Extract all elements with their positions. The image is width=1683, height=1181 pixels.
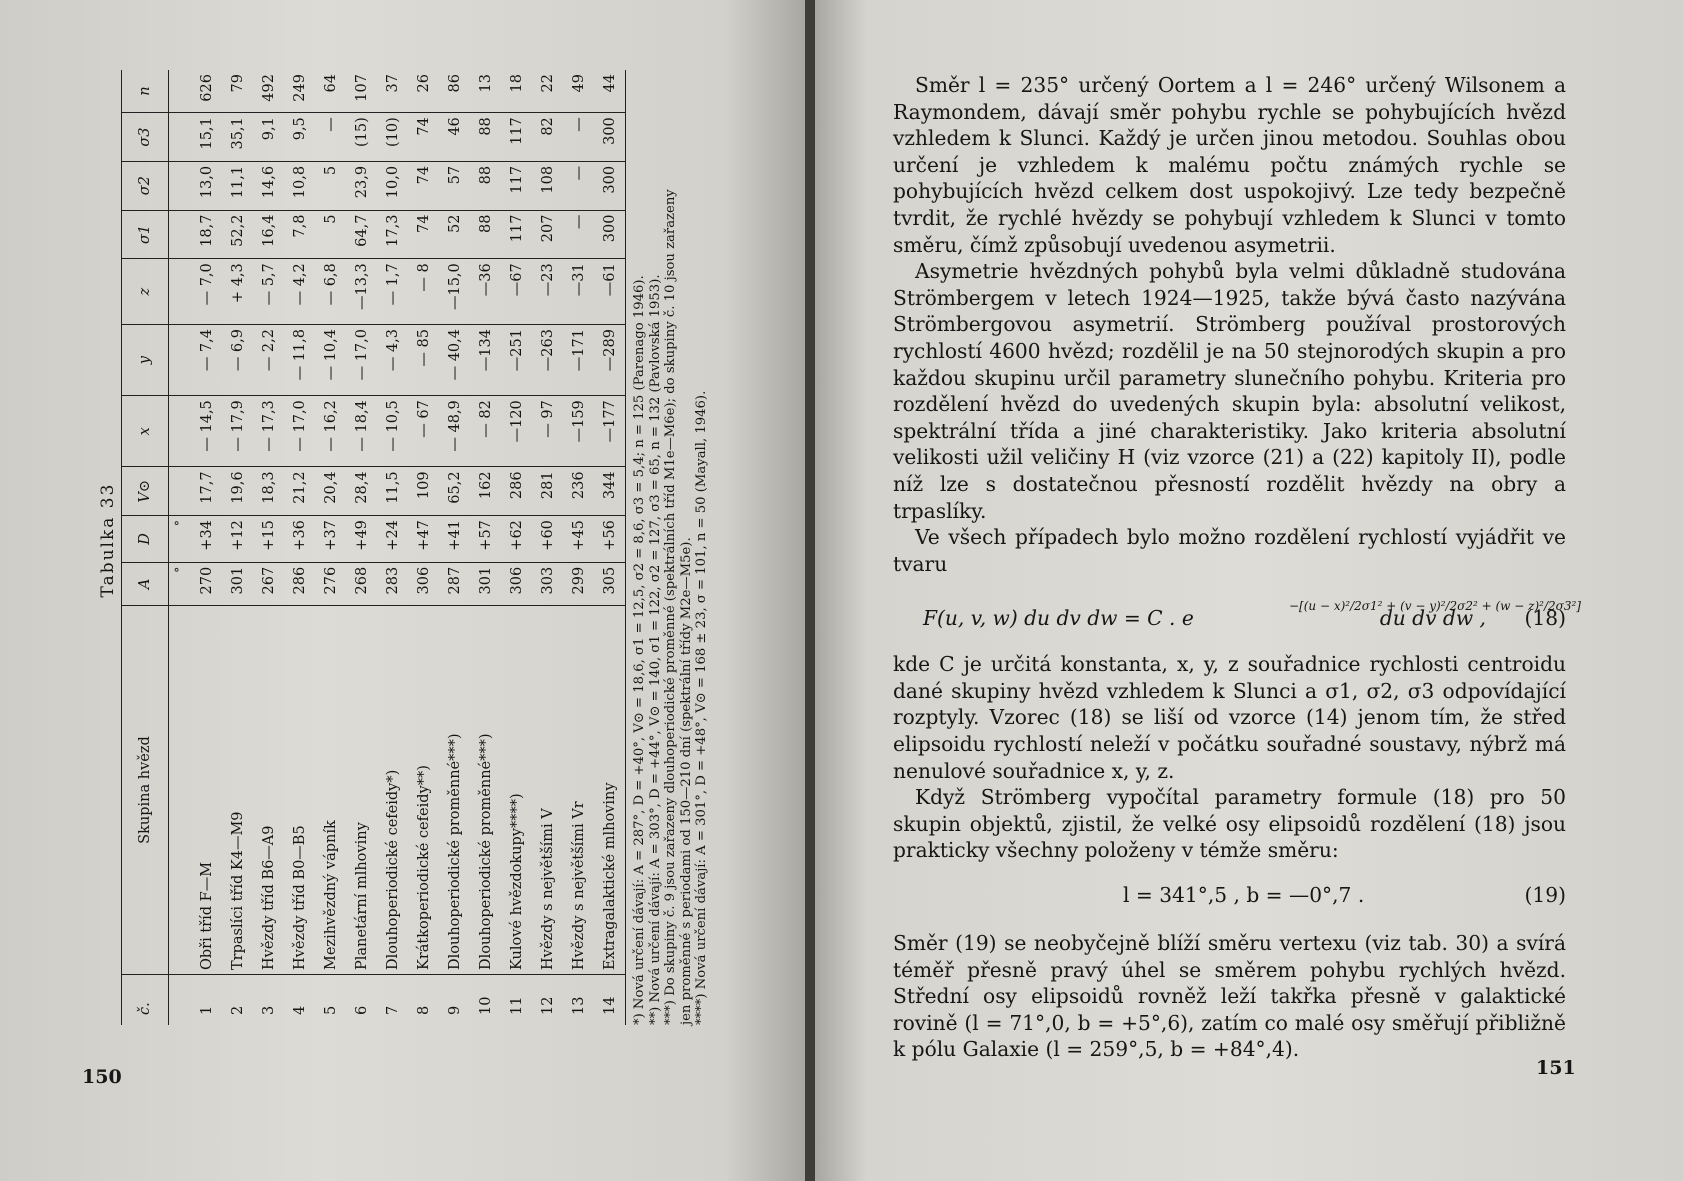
table-cell: 74 — [408, 161, 439, 210]
table-cell: 37 — [377, 70, 408, 113]
table-cell: —23 — [532, 259, 563, 325]
paragraph-4: kde C je určitá konstanta, x, y, z souřadnice rychlosti centroidu dané skupiny hvězd vzhledem k Slunci a σ1, σ2, σ3 odpovídající rozptyly. Vzorec (18) se liší od vzorce (14) jenom tím, že střed elipsoidu rychlostí neleží v počátku souřadné soustavy, nýbrž má nenulové souřadnice x, y, z. — [893, 652, 1566, 783]
table-cell: 5 — [322, 1005, 339, 1015]
table-cell: 9,5 — [284, 113, 315, 162]
unit-cell — [169, 606, 192, 975]
table-cell: — 14,5 — [191, 396, 222, 467]
table-cell: 301 — [222, 562, 253, 605]
table-cell: 11,1 — [222, 161, 253, 210]
table-cell: 300 — [594, 161, 626, 210]
table-cell: —13,3 — [346, 259, 377, 325]
table-cell: —67 — [501, 259, 532, 325]
table-cell: 107 — [346, 70, 377, 113]
table-cell: 20,4 — [315, 467, 346, 516]
table-row — [377, 70, 408, 1025]
equation-19-number: (19) — [1524, 883, 1566, 908]
table-cell: 7 — [384, 1005, 401, 1015]
unit-cell — [169, 70, 192, 113]
unit-cell — [169, 259, 192, 325]
table-cell: 276 — [315, 562, 346, 605]
table-cell: —177 — [594, 396, 626, 467]
page-number-left: 150 — [82, 1066, 122, 1088]
table-cell: — 10,4 — [315, 325, 346, 396]
column-header: σ3 — [122, 113, 169, 162]
table-cell: 65,2 — [439, 467, 470, 516]
footnote-line: jen proměnné s periodami od 150—210 dní (spektrální třídy M2e—M5e). — [678, 537, 694, 1025]
column-header: σ2 — [122, 161, 169, 210]
table-cell: 14,6 — [253, 161, 284, 210]
table-cell: — 16,2 — [315, 396, 346, 467]
footnote-line: *) Nová určení dávají: A = 287°, D = +40°, V⊙ = 18,6, σ1 = 12,5, σ2 = 8,6, σ3 = 5,4; n = 125 (Parenago 1946). — [632, 275, 647, 1025]
table-cell: — 97 — [532, 396, 563, 467]
table-cell: 88 — [470, 113, 501, 162]
unit-cell — [169, 113, 192, 162]
table-cell: — 18,4 — [346, 396, 377, 467]
table-cell: (10) — [377, 113, 408, 162]
table-cell: 162 — [470, 467, 501, 516]
table-cell: +36 — [284, 516, 315, 563]
table-cell: 52 — [439, 210, 470, 259]
table-row — [594, 70, 626, 1025]
table-cell: +45 — [563, 516, 594, 563]
column-header: n — [122, 70, 169, 113]
table-cell: 21,2 — [284, 467, 315, 516]
table-cell: 18 — [501, 70, 532, 113]
table-cell: +41 — [439, 516, 470, 563]
table-row — [222, 70, 253, 1025]
table-cell: 117 — [501, 210, 532, 259]
table-cell: —61 — [594, 259, 626, 325]
table-cell: +37 — [315, 516, 346, 563]
table-cell: Dlouhoperiodické proměnné***) — [470, 606, 501, 975]
table-cell: 281 — [532, 467, 563, 516]
table-row — [470, 70, 501, 1025]
table-cell: 299 — [563, 562, 594, 605]
table-cell: 267 — [253, 562, 284, 605]
table-row — [315, 70, 346, 1025]
table-cell: 26 — [408, 70, 439, 113]
column-header: A — [122, 562, 169, 605]
table-cell: 492 — [253, 70, 284, 113]
table-cell: 306 — [501, 562, 532, 605]
table-cell: 108 — [532, 161, 563, 210]
table-cell: 52,2 — [222, 210, 253, 259]
table-cell: 64 — [315, 70, 346, 113]
table-cell: 11,5 — [377, 467, 408, 516]
table-cell: 626 — [191, 70, 222, 113]
units-row — [169, 70, 192, 1025]
table-cell: 57 — [439, 161, 470, 210]
table-cell: 286 — [284, 562, 315, 605]
table-row — [532, 70, 563, 1025]
table-cell: 17,7 — [191, 467, 222, 516]
column-header: σ1 — [122, 210, 169, 259]
table-cell: Hvězdy s největšími V — [532, 606, 563, 975]
table-cell: +57 — [470, 516, 501, 563]
table-cell: — 8 — [408, 259, 439, 325]
unit-cell — [169, 210, 192, 259]
table-cell: +60 — [532, 516, 563, 563]
table-cell: 74 — [408, 210, 439, 259]
table-cell: 18,3 — [253, 467, 284, 516]
unit-cell — [169, 467, 192, 516]
table-cell: — 1,7 — [377, 259, 408, 325]
table-cell: 1 — [198, 1005, 215, 1015]
table-cell: —159 — [563, 396, 594, 467]
table-cell: — 7,0 — [191, 259, 222, 325]
page-number-right: 151 — [1536, 1057, 1576, 1079]
table-cell: 88 — [470, 210, 501, 259]
table-cell: 283 — [377, 562, 408, 605]
table-cell: Dlouhoperiodické cefeidy*) — [377, 606, 408, 975]
table-cell: 5 — [315, 210, 346, 259]
table-cell: —15,0 — [439, 259, 470, 325]
table-cell: 23,9 — [346, 161, 377, 210]
table-cell: 74 — [408, 113, 439, 162]
column-header: x — [122, 396, 169, 467]
table-cell: 117 — [501, 161, 532, 210]
table-cell: —251 — [501, 325, 532, 396]
table-cell: 88 — [470, 161, 501, 210]
paragraph-1: Směr l = 235° určený Oortem a l = 246° určený Wilsonem a Raymondem, dávají směr pohybu rychle se pohybujících hvězd vzhledem k Slunci. Každý je určen jinou metodou. Souhlas obou určení je vzhledem k malému počtu známých rychle se pohybujících hvězd celkem dost uspokojivý. Lze tedy bezpečně tvrdit, že rychlé hvězdy se pohybují vzhledem k Slunci v tomto směru, čímž způsobují uvedenou asymetrii. — [893, 73, 1566, 257]
column-header: y — [122, 325, 169, 396]
table-cell: — 17,0 — [346, 325, 377, 396]
table-cell: 11 — [508, 996, 525, 1015]
table-cell: 300 — [594, 113, 626, 162]
footnote-line: **) Nová určení dávají: A = 303°, D = +44°, V⊙ = 140, σ1 = 122, σ2 = 127, σ3 = 65, n = 132 (Pavlovská 1953). — [647, 274, 663, 1025]
table-cell: 109 — [408, 467, 439, 516]
table-cell: 117 — [501, 113, 532, 162]
table-cell: 236 — [563, 467, 594, 516]
rotated-table-block — [95, 70, 745, 1050]
table-cell: —171 — [563, 325, 594, 396]
table-cell: 44 — [594, 70, 626, 113]
column-header: z — [122, 259, 169, 325]
left-page — [0, 0, 805, 1181]
table-cell: — 7,4 — [191, 325, 222, 396]
table-cell: 13 — [470, 70, 501, 113]
table-cell: Planetární mlhoviny — [346, 606, 377, 975]
table-cell: 9 — [446, 1005, 463, 1015]
table-cell: — 67 — [408, 396, 439, 467]
formula-18 — [893, 593, 1581, 645]
table-cell: (15) — [346, 113, 377, 162]
table-body — [169, 70, 626, 1025]
table-cell: 10,0 — [377, 161, 408, 210]
table-cell: —134 — [470, 325, 501, 396]
table-cell: — 48,9 — [439, 396, 470, 467]
table-cell: — 4,2 — [284, 259, 315, 325]
unit-cell: ° — [169, 516, 192, 563]
table-cell: 79 — [222, 70, 253, 113]
table-cell: 19,6 — [222, 467, 253, 516]
table-cell: — 82 — [470, 396, 501, 467]
table-cell: — 17,0 — [284, 396, 315, 467]
table-cell: 86 — [439, 70, 470, 113]
equation-19 — [893, 872, 1566, 918]
table-cell: Mezihvězdný vápník — [315, 606, 346, 975]
table-cell: 270 — [191, 562, 222, 605]
table-row — [563, 70, 594, 1025]
unit-cell: ° — [169, 562, 192, 605]
table-cell: —289 — [594, 325, 626, 396]
table-row — [439, 70, 470, 1025]
table-cell: 82 — [532, 113, 563, 162]
table-cell: —120 — [501, 396, 532, 467]
table-cell: — 85 — [408, 325, 439, 396]
table-cell: — 4,3 — [377, 325, 408, 396]
table-cell: 5 — [315, 161, 346, 210]
table-row — [253, 70, 284, 1025]
table-cell: 22 — [532, 70, 563, 113]
paragraph-3: Ve všech případech bylo možno rozdělení rychlostí vyjádřit ve tvaru — [893, 525, 1566, 576]
formula-18-number: (18) — [1524, 606, 1566, 631]
table-cell: 9,1 — [253, 113, 284, 162]
table-row — [284, 70, 315, 1025]
unit-cell — [169, 161, 192, 210]
paragraph-2: Asymetrie hvězdných pohybů byla velmi důkladně studována Strömbergem v letech 1924—1925, takže bývá často nazývána Strömbergovou asymetrií. Strömberg používal prostorových rychlostí 4600 hvězd; rozdělil je na 50 stejnorodých skupin a pro každou skupinu určil parametry slunečního pohybu. Kriteria pro rozdělení hvězd do uvedených skupin byla: absolutní velikost, spektrální třída a jiné charakteristiky. Jako kriteria absolutní velikosti užil veličiny H (viz vzorce (21) a (22) kapitoly II), podle níž lze s dostatečnou přesností rozdělit hvězdy na obry a trpaslíky. — [893, 259, 1566, 523]
table-cell: 249 — [284, 70, 315, 113]
table-cell: —31 — [563, 259, 594, 325]
table-cell: 303 — [532, 562, 563, 605]
table-cell: 268 — [346, 562, 377, 605]
table-cell: Hvězdy tříd B0—B5 — [284, 606, 315, 975]
unit-cell — [169, 396, 192, 467]
table-cell: 28,4 — [346, 467, 377, 516]
column-header: č. — [137, 1002, 153, 1015]
table-cell: 344 — [594, 467, 626, 516]
table-cell: — 11,8 — [284, 325, 315, 396]
table-cell: +47 — [408, 516, 439, 563]
table-cell: 18,7 — [191, 210, 222, 259]
table-cell: — 10,5 — [377, 396, 408, 467]
table-cell: +24 — [377, 516, 408, 563]
table-cell: +56 — [594, 516, 626, 563]
table-cell: 13,0 — [191, 161, 222, 210]
table-cell: 64,7 — [346, 210, 377, 259]
table-cell: — 6,8 — [315, 259, 346, 325]
formula-18-exponent: −[(u − x)²/2σ1² + (v − y)²/2σ2² + (w − z)²/2σ3²] — [1289, 599, 1581, 614]
table-cell: Dlouhoperiodické proměnné***) — [439, 606, 470, 975]
table-cell: +62 — [501, 516, 532, 563]
table-cell: + 4,3 — [222, 259, 253, 325]
table-cell: — 40,4 — [439, 325, 470, 396]
table-cell: Krátkoperiodické cefeidy**) — [408, 606, 439, 975]
table-cell: Kulové hvězdokupy****) — [501, 606, 532, 975]
formula-18-main: F(u, v, w) du dv dw = C . e du dv dw , — [923, 606, 1486, 631]
table-cell: +12 — [222, 516, 253, 563]
table-cell: 49 — [563, 70, 594, 113]
table-cell: 10 — [477, 996, 494, 1015]
table-cell: Obři tříd F—M — [191, 606, 222, 975]
table-footnotes — [632, 70, 710, 1025]
table-cell: — — [563, 210, 594, 259]
table-cell: 287 — [439, 562, 470, 605]
unit-cell — [169, 975, 192, 1026]
table-cell: +15 — [253, 516, 284, 563]
table-cell: Trpaslíci tříd K4—M9 — [222, 606, 253, 975]
table-cell: Hvězdy s největšími Vr — [563, 606, 594, 975]
table-cell: — 6,9 — [222, 325, 253, 396]
table-cell: — 5,7 — [253, 259, 284, 325]
table-cell: 6 — [353, 1005, 370, 1015]
table-cell: 16,4 — [253, 210, 284, 259]
table-cell: —36 — [470, 259, 501, 325]
table-header-row — [122, 70, 169, 1025]
table-cell: — — [563, 113, 594, 162]
star-groups-table — [121, 70, 626, 1025]
table-cell: 12 — [539, 996, 556, 1015]
unit-cell — [169, 325, 192, 396]
table-row — [501, 70, 532, 1025]
table-caption: Tabulka 33 — [98, 482, 118, 598]
table-cell: 306 — [408, 562, 439, 605]
column-header: Skupina hvězd — [122, 606, 169, 975]
table-cell: 301 — [470, 562, 501, 605]
table-cell: 14 — [594, 975, 626, 1026]
paragraph-5: Když Strömberg vypočítal parametry formule (18) pro 50 skupin objektů, zjistil, že velké osy elipsoidů rozdělení (18) jsou prakticky všechny položeny v témže směru: — [893, 785, 1566, 863]
table-cell: — 2,2 — [253, 325, 284, 396]
table-cell: 3 — [260, 1005, 277, 1015]
footnote-line: ***) Do skupiny č. 9 jsou zařazeny dlouhoperiodické proměnné (spektrálních tříd M1e—M6e); do skupiny č. 10 jsou zařazeny — [663, 189, 678, 1025]
table-cell: 2 — [229, 1005, 246, 1015]
table-cell: — — [563, 161, 594, 210]
table-cell: +49 — [346, 516, 377, 563]
table-cell: 300 — [594, 210, 626, 259]
book-gutter — [805, 0, 815, 1181]
table-row — [191, 70, 222, 1025]
table-cell: — — [315, 113, 346, 162]
paragraph-6: Směr (19) se neobyčejně blíží směru vertexu (viz tab. 30) a svírá téměř přesně pravý úhel se směrem pohybu rychlých hvězd. Střední osy elipsoidů rovněž leží takřka přesně v galaktické rovině (l = 71°,0, b = +5°,6), zatím co malé osy směřují přibližně k pólu Galaxie (l = 259°,5, b = +84°,4). — [893, 931, 1566, 1062]
table-cell: 13 — [570, 996, 587, 1015]
footnote-line: ****) Nová určení dávají: A = 301°, D = +48°, V⊙ = 168 ± 23, σ = 101, n = 50 (Mayall, 1946). — [694, 390, 709, 1025]
table-cell: — 17,3 — [253, 396, 284, 467]
table-cell: 286 — [501, 467, 532, 516]
table-cell: 8 — [415, 1005, 432, 1015]
table-cell: 15,1 — [191, 113, 222, 162]
table-cell: 46 — [439, 113, 470, 162]
table-row — [408, 70, 439, 1025]
table-cell: — 17,9 — [222, 396, 253, 467]
table-cell: 35,1 — [222, 113, 253, 162]
column-header: D — [122, 516, 169, 563]
right-page-text — [893, 72, 1581, 1063]
table-cell: +34 — [191, 516, 222, 563]
table-cell: 7,8 — [284, 210, 315, 259]
equation-19-body: l = 341°,5 , b = —0°,7 . — [1123, 883, 1365, 908]
table-cell: 10,8 — [284, 161, 315, 210]
table-cell: 4 — [291, 1005, 308, 1015]
table-cell: —263 — [532, 325, 563, 396]
table-row — [346, 70, 377, 1025]
table-cell: 17,3 — [377, 210, 408, 259]
table-cell: Extragalaktické mlhoviny — [594, 606, 626, 975]
table-cell: 305 — [594, 562, 626, 605]
column-header: V⊙ — [122, 467, 169, 516]
table-cell: Hvězdy tříd B6—A9 — [253, 606, 284, 975]
table-cell: 207 — [532, 210, 563, 259]
